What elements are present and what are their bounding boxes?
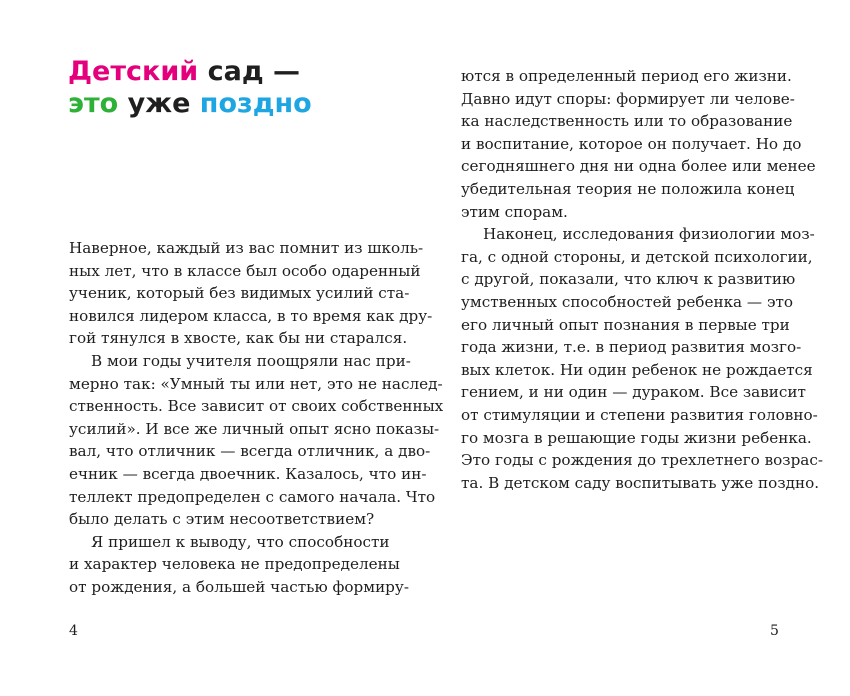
body-line: теллект предопределен с самого начала. Что bbox=[69, 487, 436, 506]
body-line: гой тянулся в хвосте, как бы ни старался. bbox=[69, 329, 408, 348]
chapter-title-line-2 bbox=[68, 88, 312, 120]
body-line: этим спорам. bbox=[461, 202, 568, 221]
body-line: Наконец, исследования физиологии моз- bbox=[483, 225, 815, 244]
body-line: умственных способностей ребенка — это bbox=[461, 292, 794, 311]
body-line: сегодняшнего дня ни одна более или менее bbox=[461, 157, 816, 176]
right-page-body bbox=[461, 65, 823, 494]
chapter-title-line-1 bbox=[68, 56, 312, 88]
body-line: го мозга в решающие годы жизни ребенка. bbox=[461, 428, 812, 447]
body-line: ка наследственность или то образование bbox=[461, 112, 793, 131]
body-line: Это годы с рождения до трехлетнего возрас- bbox=[461, 451, 823, 470]
body-line: вых клеток. Ни один ребенок не рождается bbox=[461, 360, 813, 379]
body-line: ечник — всегда двоечник. Казалось, что ин- bbox=[69, 464, 427, 483]
title-word-pozdno: поздно bbox=[199, 88, 312, 119]
body-line: с другой, показали, что ключ к развитию bbox=[461, 270, 796, 289]
title-word-uzhe: уже bbox=[127, 88, 191, 119]
body-line: новился лидером класса, в то время как дру- bbox=[69, 306, 433, 325]
page-number-left: 4 bbox=[69, 623, 78, 639]
body-line: года жизни, т.е. в период развития мозго- bbox=[461, 338, 802, 357]
page-number-right: 5 bbox=[770, 623, 779, 639]
title-word-sad: сад — bbox=[207, 56, 301, 87]
body-line: убедительная теория не положила конец bbox=[461, 179, 795, 198]
body-line: ственность. Все зависит от своих собственных bbox=[69, 397, 444, 416]
right-page bbox=[425, 0, 850, 696]
body-line: ученик, который без видимых усилий ста- bbox=[69, 284, 410, 303]
body-line: Давно идут споры: формирует ли челове- bbox=[461, 89, 795, 108]
chapter-title bbox=[68, 56, 312, 120]
title-word-eto: это bbox=[68, 88, 119, 119]
body-line: Я пришел к выводу, что способности bbox=[91, 532, 390, 551]
body-line: ются в определенный период его жизни. bbox=[461, 67, 792, 85]
body-line: мерно так: «Умный ты или нет, это не наслед- bbox=[69, 374, 443, 393]
body-line: от рождения, а большей частью формиру- bbox=[69, 577, 409, 596]
body-line: га, с одной стороны, и детской психологии, bbox=[461, 247, 813, 266]
body-line: В мои годы учителя поощряли нас при- bbox=[91, 351, 411, 370]
body-line: вал, что отличник — всегда отличник, а дво- bbox=[69, 442, 431, 461]
title-word-detsky: Детский bbox=[68, 56, 199, 87]
body-line: его личный опыт познания в первые три bbox=[461, 315, 790, 334]
body-line: было делать с этим несоответствием? bbox=[69, 510, 375, 529]
left-page-body bbox=[69, 237, 443, 599]
body-line: и воспитание, которое он получает. Но до bbox=[461, 134, 802, 153]
body-line: и характер человека не предопределены bbox=[69, 555, 400, 574]
body-line: гением, и ни один — дураком. Все зависит bbox=[461, 383, 806, 402]
body-line: ных лет, что в классе был особо одаренный bbox=[69, 261, 421, 280]
body-line: Наверное, каждый из вас помнит из школь- bbox=[69, 239, 424, 257]
body-line: от стимуляции и степени развития головно- bbox=[461, 405, 818, 424]
body-line: та. В детском саду воспитывать уже поздно. bbox=[461, 473, 820, 492]
body-line: усилий». И все же личный опыт ясно показы- bbox=[69, 419, 440, 438]
